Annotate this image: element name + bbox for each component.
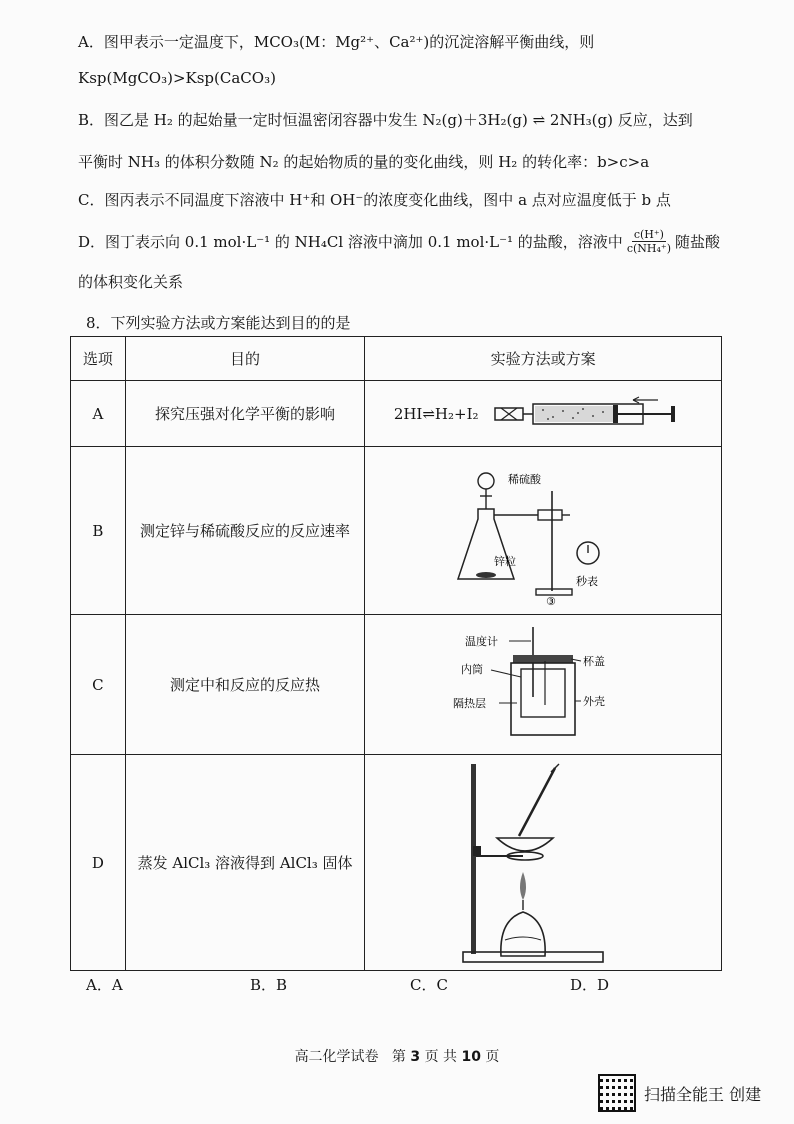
label-inner-cup: 内筒	[461, 662, 484, 676]
label-circled-3: ③	[546, 594, 557, 608]
option-d-text-post: 随盐酸	[675, 232, 721, 251]
scanner-watermark	[598, 1074, 761, 1112]
option-d-line-2: 的体积变化关系	[78, 273, 184, 291]
label-stopwatch: 秒表	[576, 574, 599, 588]
equation-text: 2HI⇌H₂+I₂	[393, 404, 479, 423]
label-dilute-acid: 稀硫酸	[508, 472, 542, 486]
page-footer	[0, 1046, 794, 1066]
header-option: 选项	[71, 337, 126, 381]
reaction-rate-apparatus	[458, 461, 628, 608]
header-purpose: 目的	[125, 337, 365, 381]
table-row	[71, 381, 722, 447]
option-a-line-1: A．图甲表示一定温度下，MCO₃(M：Mg²⁺、Ca²⁺)的沉淀溶解平衡曲线，则	[78, 33, 595, 51]
table-row	[71, 447, 722, 615]
option-b-line-2: 平衡时 NH₃ 的体积分数随 N₂ 的起始物质的量的变化曲线，则 H₂ 的转化率：b>c>a	[78, 153, 650, 171]
table-row	[71, 615, 722, 755]
answer-choice-d[interactable]: D．D	[570, 976, 610, 994]
option-c-line: C．图丙表示不同温度下溶液中 H⁺和 OH⁻的浓度变化曲线，图中 a 点对应温度低于 b 点	[78, 191, 671, 209]
option-a-line-2: Ksp(MgCO₃)>Ksp(CaCO₃)	[78, 69, 276, 87]
header-method: 实验方法或方案	[365, 337, 722, 381]
table-header-row	[71, 337, 722, 381]
option-d-text-pre: D．图丁表示向 0.1 mol·L⁻¹ 的 NH₄Cl 溶液中滴加 0.1 mol·L⁻¹ 的盐酸，溶液中	[78, 232, 623, 251]
options-table	[70, 336, 722, 971]
label-shell: 外壳	[583, 694, 606, 708]
option-d-line-1	[78, 228, 720, 255]
footer-page-number: 3	[410, 1049, 421, 1065]
table-row	[71, 755, 722, 971]
footer-pre: 第	[391, 1049, 406, 1065]
qr-code-icon	[598, 1074, 636, 1112]
row-purpose: 测定中和反应的反应热	[125, 615, 365, 755]
row-option: D	[71, 755, 126, 971]
syringe-diagram	[493, 394, 693, 434]
row-method	[365, 755, 722, 971]
fraction-denominator: c(NH₄⁺)	[626, 242, 671, 255]
label-lid: 杯盖	[583, 654, 606, 668]
footer-total-pages: 10	[461, 1049, 481, 1065]
row-option: A	[71, 381, 126, 447]
row-purpose: 蒸发 AlCl₃ 溶液得到 AlCl₃ 固体	[125, 755, 365, 971]
row-option: B	[71, 447, 126, 615]
answer-choice-a[interactable]: A．A	[86, 976, 123, 994]
row-method	[365, 447, 722, 615]
scanner-text: 扫描全能王 创建	[644, 1084, 762, 1104]
footer-post: 页	[485, 1049, 500, 1065]
row-method	[365, 381, 722, 447]
footer-mid: 页 共	[424, 1049, 458, 1065]
answer-choice-c[interactable]: C．C	[410, 976, 448, 994]
row-option: C	[71, 615, 126, 755]
question-8-title: 8．下列实验方法或方案能达到目的的是	[86, 314, 351, 332]
footer-subject: 高二化学试卷	[294, 1049, 379, 1065]
option-b-line-1: B．图乙是 H₂ 的起始量一定时恒温密闭容器中发生 N₂(g)＋3H₂(g) ⇌ 2NH₃(g) 反应，达到	[78, 111, 693, 129]
evaporation-apparatus	[463, 760, 623, 966]
label-thermometer: 温度计	[465, 634, 499, 648]
row-purpose: 测定锌与稀硫酸反应的反应速率	[125, 447, 365, 615]
row-purpose: 探究压强对化学平衡的影响	[125, 381, 365, 447]
fraction-numerator: c(H⁺)	[633, 228, 664, 241]
row-method	[365, 615, 722, 755]
fraction	[627, 228, 671, 255]
calorimeter-diagram	[453, 625, 633, 745]
label-zinc: 锌粒	[494, 554, 517, 568]
label-insulation: 隔热层	[453, 696, 487, 710]
answer-choice-b[interactable]: B．B	[250, 976, 288, 994]
